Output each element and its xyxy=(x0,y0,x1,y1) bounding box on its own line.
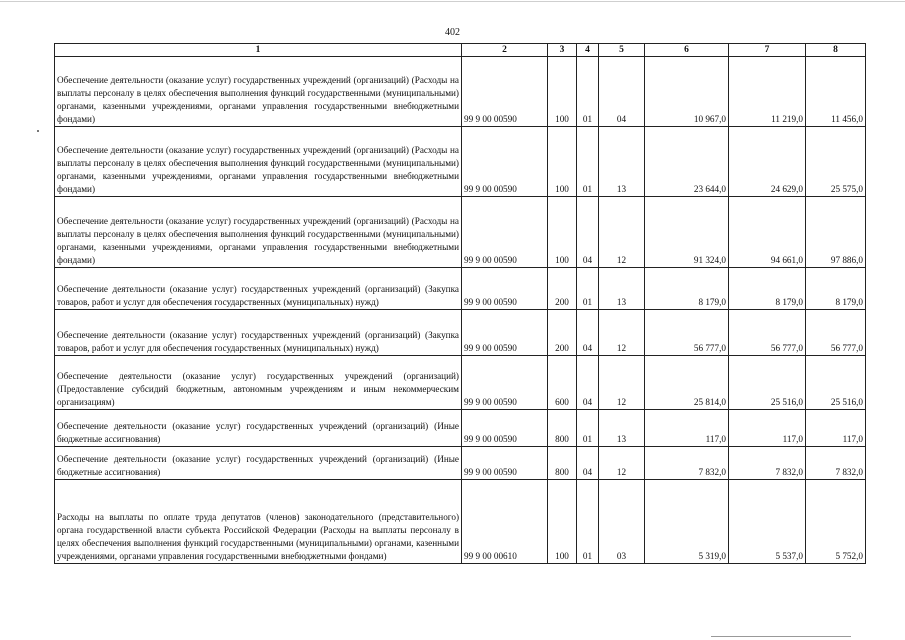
amount-col-6: 23 644,0 xyxy=(645,127,729,197)
target-article-code: 99 9 00 00590 xyxy=(462,127,548,197)
subsection-code: 13 xyxy=(599,410,645,447)
amount-col-7: 5 537,0 xyxy=(729,480,806,564)
section-code: 01 xyxy=(577,268,599,310)
table-row xyxy=(55,57,866,127)
amount-col-6: 5 319,0 xyxy=(645,480,729,564)
row-description: Обеспечение деятельности (оказание услуг) государственных учреждений (организаций) (Расходы на выплаты персоналу в целях обеспечения выполнения функций государственными (муниципальными) органами, казенными учреждениями, органами управления государственными внебюджетными фондами) xyxy=(55,197,462,268)
section-code: 04 xyxy=(577,356,599,410)
amount-col-6: 56 777,0 xyxy=(645,310,729,356)
amount-col-8: 56 777,0 xyxy=(806,310,866,356)
subsection-code: 12 xyxy=(599,197,645,268)
row-description: Обеспечение деятельности (оказание услуг) государственных учреждений (организаций) (Расходы на выплаты персоналу в целях обеспечения выполнения функций государственными (муниципальными) органами, казенными учреждениями, органами управления государственными внебюджетными фондами) xyxy=(55,57,462,127)
table-row xyxy=(55,197,866,268)
amount-col-8: 117,0 xyxy=(806,410,866,447)
target-article-code: 99 9 00 00590 xyxy=(462,410,548,447)
scan-mark xyxy=(711,636,851,637)
amount-col-7: 7 832,0 xyxy=(729,447,806,480)
amount-col-6: 7 832,0 xyxy=(645,447,729,480)
amount-col-8: 7 832,0 xyxy=(806,447,866,480)
section-code: 04 xyxy=(577,447,599,480)
expense-type-code: 800 xyxy=(548,410,577,447)
table-row xyxy=(55,268,866,310)
amount-col-8: 25 516,0 xyxy=(806,356,866,410)
row-description: Обеспечение деятельности (оказание услуг) государственных учреждений (организаций) (Предоставление субсидий бюджетным, автономным учреждениям и иным некоммерческим организациям) xyxy=(55,356,462,410)
column-header: 4 xyxy=(577,44,599,57)
amount-col-8: 5 752,0 xyxy=(806,480,866,564)
table-row xyxy=(55,480,866,564)
row-description: Расходы на выплаты по оплате труда депутатов (членов) законодательного (представительного) органа государственной власти субъекта Российской Федерации (Расходы на выплаты персоналу в целях обеспечения выполнения функций государственными (муниципальными) органами, казенными учреждениями, органами управления государственными внебюджетными фондами) xyxy=(55,480,462,564)
amount-col-6: 91 324,0 xyxy=(645,197,729,268)
expense-type-code: 100 xyxy=(548,57,577,127)
target-article-code: 99 9 00 00590 xyxy=(462,197,548,268)
page-number: 402 xyxy=(445,27,460,38)
row-description: Обеспечение деятельности (оказание услуг) государственных учреждений (организаций) (Расходы на выплаты персоналу в целях обеспечения выполнения функций государственными (муниципальными) органами, казенными учреждениями, органами управления государственными внебюджетными фондами) xyxy=(55,127,462,197)
row-description: Обеспечение деятельности (оказание услуг) государственных учреждений (организаций) (Иные бюджетные ассигнования) xyxy=(55,410,462,447)
column-header: 8 xyxy=(806,44,866,57)
subsection-code: 03 xyxy=(599,480,645,564)
amount-col-6: 117,0 xyxy=(645,410,729,447)
amount-col-7: 11 219,0 xyxy=(729,57,806,127)
subsection-code: 13 xyxy=(599,268,645,310)
subsection-code: 12 xyxy=(599,310,645,356)
subsection-code: 04 xyxy=(599,57,645,127)
expense-type-code: 100 xyxy=(548,480,577,564)
expense-type-code: 200 xyxy=(548,310,577,356)
target-article-code: 99 9 00 00590 xyxy=(462,447,548,480)
section-code: 04 xyxy=(577,197,599,268)
amount-col-7: 56 777,0 xyxy=(729,310,806,356)
expense-type-code: 100 xyxy=(548,197,577,268)
column-header: 5 xyxy=(599,44,645,57)
target-article-code: 99 9 00 00610 xyxy=(462,480,548,564)
column-header: 1 xyxy=(55,44,462,57)
row-description: Обеспечение деятельности (оказание услуг) государственных учреждений (организаций) (Закупка товаров, работ и услуг для обеспечения государственных (муниципальных) нужд) xyxy=(55,310,462,356)
column-header: 3 xyxy=(548,44,577,57)
row-description: Обеспечение деятельности (оказание услуг) государственных учреждений (организаций) (Закупка товаров, работ и услуг для обеспечения государственных (муниципальных) нужд) xyxy=(55,268,462,310)
row-description: Обеспечение деятельности (оказание услуг) государственных учреждений (организаций) (Иные бюджетные ассигнования) xyxy=(55,447,462,480)
amount-col-7: 8 179,0 xyxy=(729,268,806,310)
amount-col-7: 24 629,0 xyxy=(729,127,806,197)
column-header: 2 xyxy=(462,44,548,57)
amount-col-7: 94 661,0 xyxy=(729,197,806,268)
scan-mark xyxy=(0,1,905,2)
target-article-code: 99 9 00 00590 xyxy=(462,356,548,410)
table-row xyxy=(55,127,866,197)
subsection-code: 12 xyxy=(599,356,645,410)
amount-col-8: 8 179,0 xyxy=(806,268,866,310)
section-code: 01 xyxy=(577,410,599,447)
expense-type-code: 600 xyxy=(548,356,577,410)
expense-type-code: 200 xyxy=(548,268,577,310)
column-header: 6 xyxy=(645,44,729,57)
amount-col-6: 8 179,0 xyxy=(645,268,729,310)
amount-col-7: 117,0 xyxy=(729,410,806,447)
table-row xyxy=(55,356,866,410)
expense-type-code: 800 xyxy=(548,447,577,480)
amount-col-6: 10 967,0 xyxy=(645,57,729,127)
section-code: 01 xyxy=(577,57,599,127)
subsection-code: 13 xyxy=(599,127,645,197)
budget-table xyxy=(54,43,866,564)
table-header-row xyxy=(55,44,866,57)
expense-type-code: 100 xyxy=(548,127,577,197)
table-row xyxy=(55,310,866,356)
table-row xyxy=(55,447,866,480)
amount-col-8: 25 575,0 xyxy=(806,127,866,197)
target-article-code: 99 9 00 00590 xyxy=(462,57,548,127)
scan-mark xyxy=(37,130,39,132)
subsection-code: 12 xyxy=(599,447,645,480)
target-article-code: 99 9 00 00590 xyxy=(462,268,548,310)
target-article-code: 99 9 00 00590 xyxy=(462,310,548,356)
section-code: 04 xyxy=(577,310,599,356)
column-header: 7 xyxy=(729,44,806,57)
amount-col-7: 25 516,0 xyxy=(729,356,806,410)
amount-col-8: 11 456,0 xyxy=(806,57,866,127)
amount-col-6: 25 814,0 xyxy=(645,356,729,410)
amount-col-8: 97 886,0 xyxy=(806,197,866,268)
table-row xyxy=(55,410,866,447)
section-code: 01 xyxy=(577,127,599,197)
section-code: 01 xyxy=(577,480,599,564)
